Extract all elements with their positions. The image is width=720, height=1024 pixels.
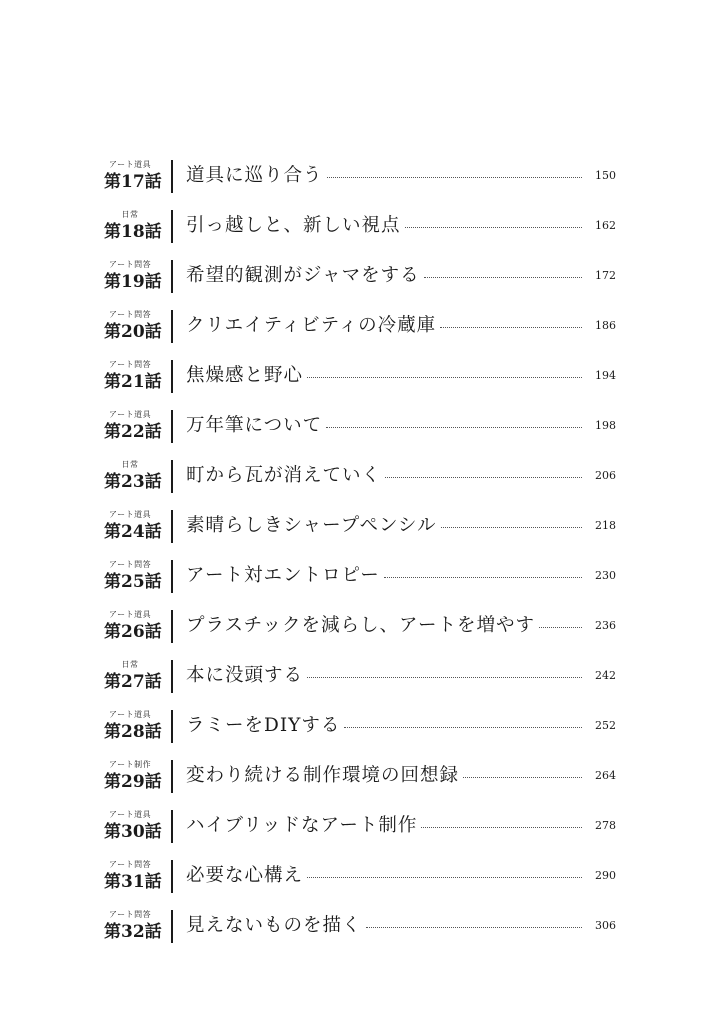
vertical-divider bbox=[171, 210, 173, 243]
page-number: 194 bbox=[595, 369, 616, 382]
dotted-leader bbox=[463, 777, 582, 778]
chapter-title: 町から瓦が消えていく bbox=[186, 465, 382, 486]
category-label: アート問答 bbox=[108, 260, 152, 269]
dotted-leader bbox=[424, 277, 582, 278]
category-label: アート制作 bbox=[108, 760, 152, 769]
chapter-number: 第27話 bbox=[104, 672, 162, 692]
vertical-divider bbox=[171, 810, 173, 843]
chapter-title: アート対エントロピー bbox=[186, 565, 380, 586]
toc-entry[interactable] bbox=[0, 610, 720, 660]
dotted-leader bbox=[307, 377, 582, 378]
chapter-title: 焦燥感と野心 bbox=[186, 365, 304, 386]
chapter-number: 第23話 bbox=[104, 472, 162, 492]
toc-entry[interactable] bbox=[0, 160, 720, 210]
page-number: 198 bbox=[595, 419, 616, 432]
chapter-title: 本に没頭する bbox=[186, 665, 304, 686]
title-row bbox=[186, 764, 616, 788]
title-row bbox=[186, 364, 616, 388]
vertical-divider bbox=[171, 760, 173, 793]
vertical-divider bbox=[171, 260, 173, 293]
chapter-number: 第17話 bbox=[104, 172, 162, 192]
vertical-divider bbox=[171, 360, 173, 393]
title-row bbox=[186, 164, 616, 188]
vertical-divider bbox=[171, 710, 173, 743]
category-label: 日常 bbox=[121, 460, 139, 469]
toc-entry[interactable] bbox=[0, 410, 720, 460]
page-number: 150 bbox=[595, 169, 616, 182]
title-row bbox=[186, 564, 616, 588]
chapter-number: 第28話 bbox=[104, 722, 162, 742]
category-label: アート道具 bbox=[108, 610, 152, 619]
chapter-title: 見えないものを描く bbox=[186, 915, 362, 936]
chapter-number: 第31話 bbox=[104, 872, 162, 892]
dotted-leader bbox=[344, 727, 582, 728]
dotted-leader bbox=[440, 327, 582, 328]
toc-entry[interactable] bbox=[0, 710, 720, 760]
dotted-leader bbox=[384, 577, 582, 578]
chapter-number: 第29話 bbox=[104, 772, 162, 792]
vertical-divider bbox=[171, 310, 173, 343]
chapter-title: ハイブリッドなアート制作 bbox=[186, 815, 418, 836]
title-row bbox=[186, 814, 616, 838]
page-number: 206 bbox=[595, 469, 616, 482]
page-number: 278 bbox=[595, 819, 616, 832]
chapter-number: 第19話 bbox=[104, 272, 162, 292]
title-row bbox=[186, 914, 616, 938]
toc-entry[interactable] bbox=[0, 310, 720, 360]
chapter-title: 道具に巡り合う bbox=[186, 165, 323, 186]
title-row bbox=[186, 214, 616, 238]
vertical-divider bbox=[171, 410, 173, 443]
toc-entry[interactable] bbox=[0, 860, 720, 910]
chapter-title: クリエイティビティの冷蔵庫 bbox=[186, 315, 437, 336]
dotted-leader bbox=[326, 427, 582, 428]
category-label: アート問答 bbox=[108, 860, 152, 869]
toc-entry[interactable] bbox=[0, 460, 720, 510]
dotted-leader bbox=[327, 177, 582, 178]
page-number: 172 bbox=[595, 269, 616, 282]
page-number: 230 bbox=[595, 569, 616, 582]
toc-entry[interactable] bbox=[0, 760, 720, 810]
vertical-divider bbox=[171, 660, 173, 693]
category-label: アート問答 bbox=[108, 360, 152, 369]
chapter-number: 第24話 bbox=[104, 522, 162, 542]
toc-entry[interactable] bbox=[0, 560, 720, 610]
category-label: アート道具 bbox=[108, 510, 152, 519]
chapter-number: 第26話 bbox=[104, 622, 162, 642]
dotted-leader bbox=[421, 827, 582, 828]
vertical-divider bbox=[171, 860, 173, 893]
category-label: アート道具 bbox=[108, 810, 152, 819]
chapter-title: 必要な心構え bbox=[186, 865, 304, 886]
page-number: 290 bbox=[595, 869, 616, 882]
chapter-number: 第22話 bbox=[104, 422, 162, 442]
category-label: アート道具 bbox=[108, 160, 152, 169]
vertical-divider bbox=[171, 610, 173, 643]
dotted-leader bbox=[366, 927, 582, 928]
toc-entry[interactable] bbox=[0, 660, 720, 710]
chapter-number: 第20話 bbox=[104, 322, 162, 342]
dotted-leader bbox=[307, 677, 582, 678]
toc-entry[interactable] bbox=[0, 910, 720, 960]
page-number: 242 bbox=[595, 669, 616, 682]
title-row bbox=[186, 514, 616, 538]
category-label: アート問答 bbox=[108, 910, 152, 919]
title-row bbox=[186, 714, 616, 738]
chapter-title: 万年筆について bbox=[186, 415, 323, 436]
vertical-divider bbox=[171, 910, 173, 943]
vertical-divider bbox=[171, 160, 173, 193]
category-label: 日常 bbox=[121, 210, 139, 219]
vertical-divider bbox=[171, 510, 173, 543]
dotted-leader bbox=[405, 227, 582, 228]
dotted-leader bbox=[539, 627, 582, 628]
title-row bbox=[186, 414, 616, 438]
toc-entry[interactable] bbox=[0, 260, 720, 310]
vertical-divider bbox=[171, 460, 173, 493]
toc-entry[interactable] bbox=[0, 810, 720, 860]
title-row bbox=[186, 264, 616, 288]
chapter-title: 引っ越しと、新しい視点 bbox=[186, 215, 401, 236]
category-label: アート問答 bbox=[108, 310, 152, 319]
toc-entry[interactable] bbox=[0, 510, 720, 560]
category-label: アート問答 bbox=[108, 560, 152, 569]
title-row bbox=[186, 614, 616, 638]
page-number: 218 bbox=[595, 519, 616, 532]
page-number: 252 bbox=[595, 719, 616, 732]
chapter-title: 希望的観測がジャマをする bbox=[186, 265, 420, 286]
page-number: 162 bbox=[595, 219, 616, 232]
chapter-number: 第21話 bbox=[104, 372, 162, 392]
toc-entry[interactable] bbox=[0, 360, 720, 410]
chapter-number: 第32話 bbox=[104, 922, 162, 942]
dotted-leader bbox=[441, 527, 582, 528]
title-row bbox=[186, 464, 616, 488]
title-row bbox=[186, 664, 616, 688]
category-label: アート道具 bbox=[108, 710, 152, 719]
title-row bbox=[186, 314, 616, 338]
chapter-number: 第18話 bbox=[104, 222, 162, 242]
chapter-number: 第25話 bbox=[104, 572, 162, 592]
page-number: 306 bbox=[595, 919, 616, 932]
dotted-leader bbox=[307, 877, 582, 878]
chapter-title: 変わり続ける制作環境の回想録 bbox=[186, 765, 460, 786]
category-label: アート道具 bbox=[108, 410, 152, 419]
chapter-title: 素晴らしきシャープペンシル bbox=[186, 515, 437, 536]
chapter-title: プラスチックを減らし、アートを増やす bbox=[186, 615, 535, 636]
chapter-number: 第30話 bbox=[104, 822, 162, 842]
title-row bbox=[186, 864, 616, 888]
page-number: 186 bbox=[595, 319, 616, 332]
chapter-title: ラミーをDIYする bbox=[186, 715, 341, 736]
page-number: 264 bbox=[595, 769, 616, 782]
vertical-divider bbox=[171, 560, 173, 593]
dotted-leader bbox=[385, 477, 582, 478]
category-label: 日常 bbox=[121, 660, 139, 669]
toc-entry[interactable] bbox=[0, 210, 720, 260]
page-number: 236 bbox=[595, 619, 616, 632]
